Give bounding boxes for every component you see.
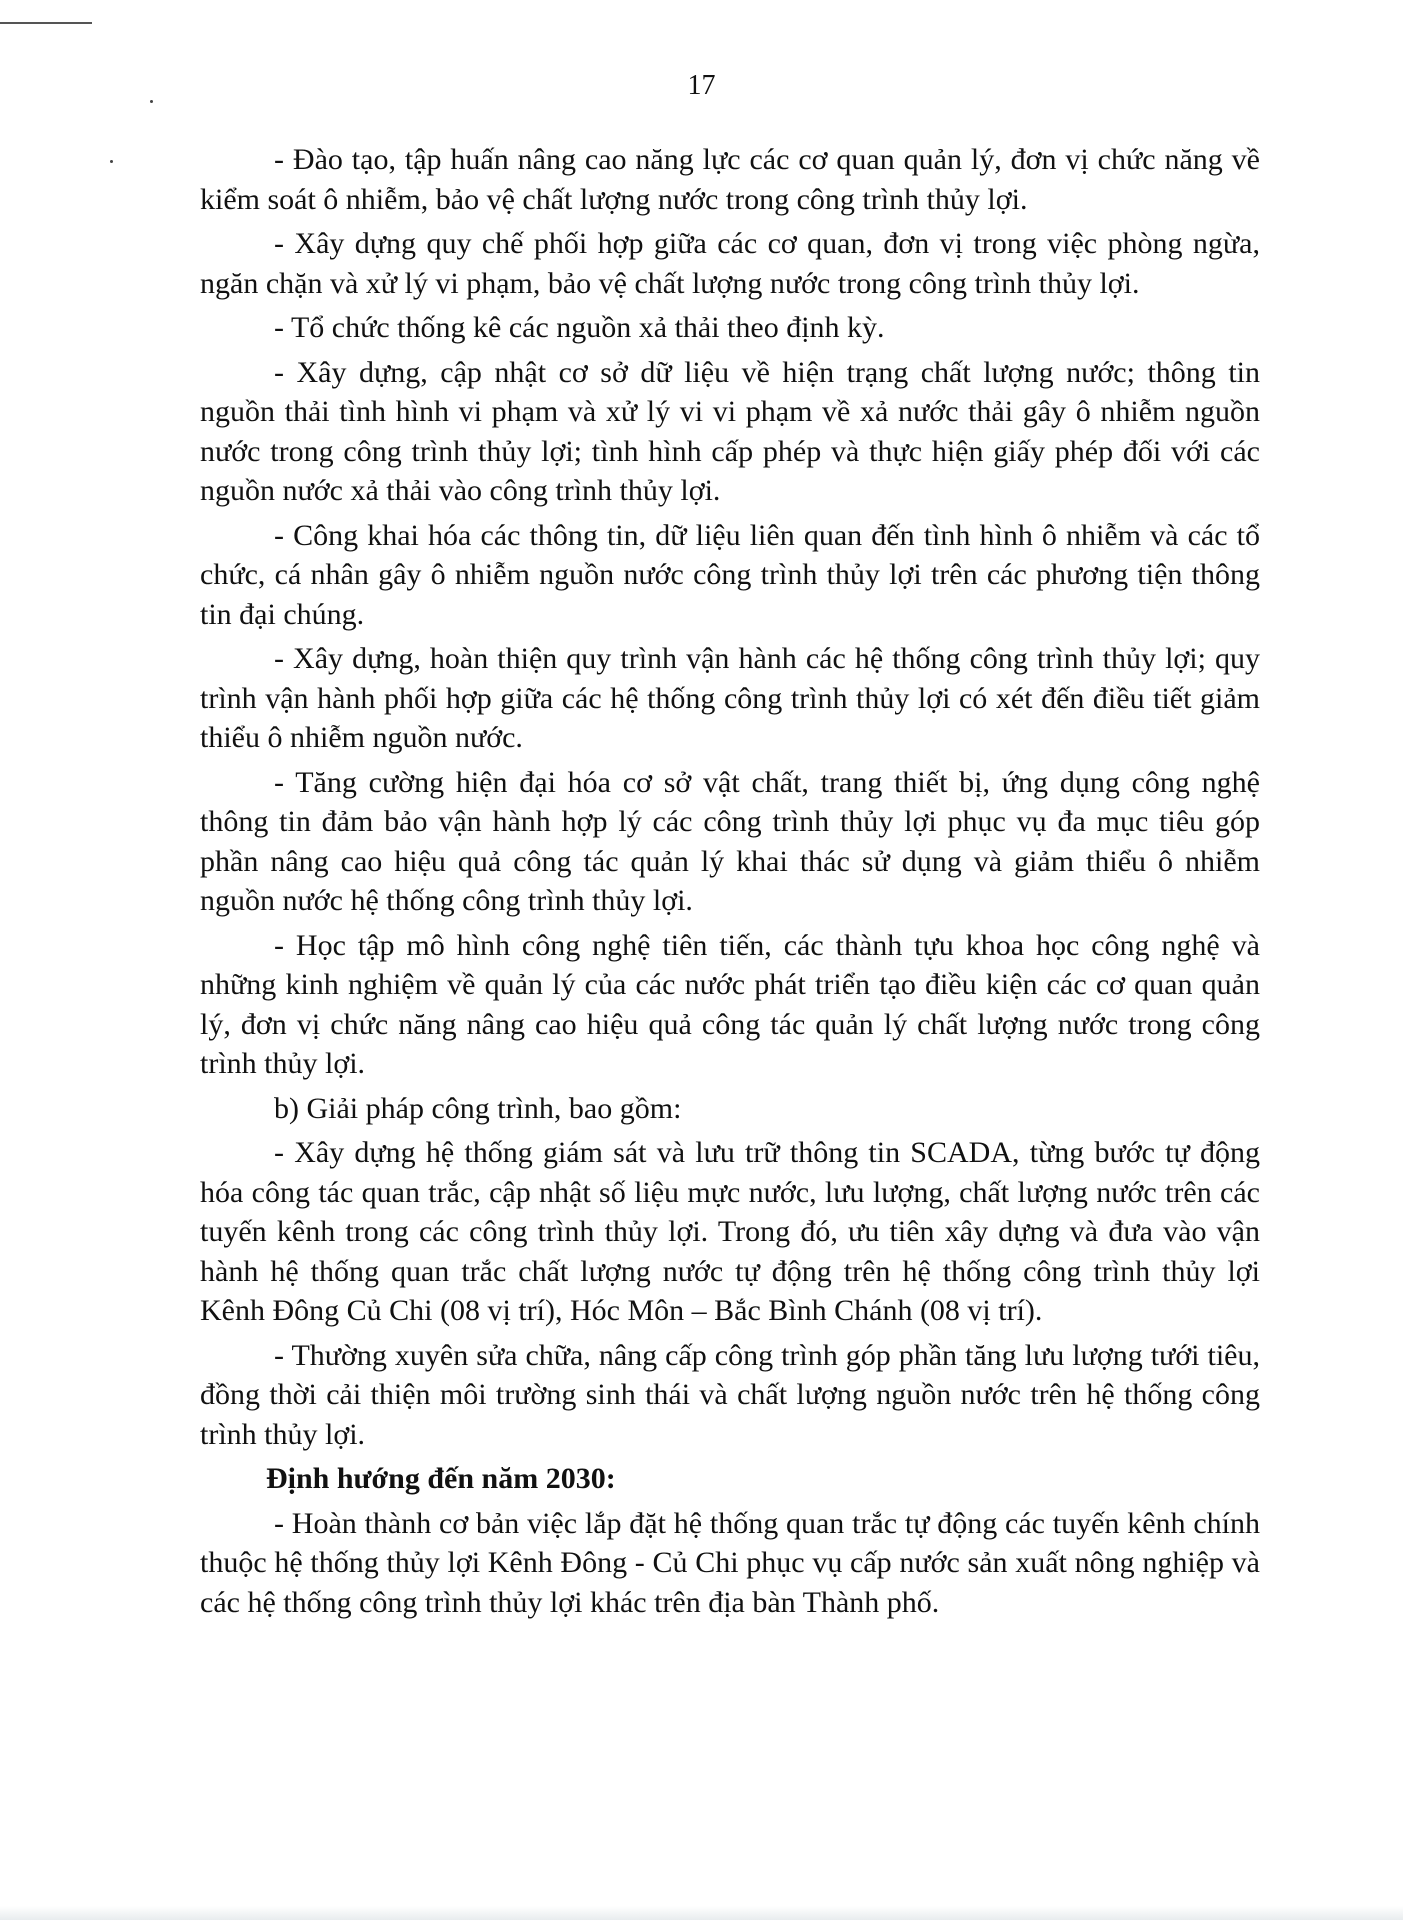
paragraph-operation-procedures: - Xây dựng, hoàn thiện quy trình vận hành các hệ thống công trình thủy lợi; quy trình vận hành phối hợp giữa các hệ thống công trình thủy lợi có xét đến điều tiết giảm thiểu ô nhiễm nguồn nước. <box>200 642 1260 754</box>
paragraph-orientation-2030: - Hoàn thành cơ bản việc lắp đặt hệ thống quan trắc tự động các tuyến kênh chính thuộc hệ thống thủy lợi Kênh Đông - Củ Chi phục vụ cấp nước sản xuất nông nghiệp và các hệ thống công trình thủy lợi khác trên địa bàn Thành phố. <box>200 1506 1260 1619</box>
paragraph-coordination-regulation: - Xây dựng quy chế phối hợp giữa các cơ quan, đơn vị trong việc phòng ngừa, ngăn chặn và xử lý vi phạm, bảo vệ chất lượng nước trong công trình thủy lợi. <box>200 227 1260 300</box>
scan-speck <box>110 160 113 163</box>
paragraph-discharge-statistics: - Tổ chức thống kê các nguồn xả thải theo định kỳ. <box>274 311 885 344</box>
paragraph-training: - Đào tạo, tập huấn nâng cao năng lực các cơ quan quản lý, đơn vị chức năng về kiểm soát ô nhiễm, bảo vệ chất lượng nước trong công trình thủy lợi. <box>200 143 1260 216</box>
heading-orientation-2030: Định hướng đến năm 2030: <box>266 1462 616 1495</box>
paragraph-public-disclosure: - Công khai hóa các thông tin, dữ liệu liên quan đến tình hình ô nhiễm và các tổ chức, cá nhân gây ô nhiễm nguồn nước công trình thủy lợi trên các phương tiện thông tin đại chúng. <box>200 518 1260 631</box>
document-body <box>200 140 1260 1627</box>
paragraph-database-update: - Xây dựng, cập nhật cơ sở dữ liệu về hiện trạng chất lượng nước; thông tin nguồn thải tình hình vi phạm và xử lý vi vi phạm về xả nước thải gây ô nhiễm nguồn nước trong công trình thủy lợi; tình hình cấp phép và thực hiện giấy phép đối với các nguồn nước xả thải vào công trình thủy lợi. <box>200 355 1260 507</box>
scan-edge-line <box>0 22 92 24</box>
paragraph-scada-system: - Xây dựng hệ thống giám sát và lưu trữ thông tin SCADA, từng bước tự động hóa công tác quan trắc, cập nhật số liệu mực nước, lưu lượng, chất lượng nước trên các tuyến kênh trong các công trình thủy lợi. Trong đó, ưu tiên xây dựng và đưa vào vận hành hệ thống quan trắc chất lượng nước tự động trên hệ thống công trình thủy lợi Kênh Đông Củ Chi (08 vị trí), Hóc Môn – Bắc Bình Chánh (08 vị trí). <box>200 1136 1260 1327</box>
paragraph-repair-upgrade: - Thường xuyên sửa chữa, nâng cấp công trình góp phần tăng lưu lượng tưới tiêu, đồng thời cải thiện môi trường sinh thái và chất lượng nguồn nước trên hệ thống công trình thủy lợi. <box>200 1338 1260 1451</box>
paragraph-engineering-solutions: b) Giải pháp công trình, bao gồm: <box>274 1091 682 1125</box>
scan-bottom-edge <box>0 1906 1403 1920</box>
paragraph-learning-technology: - Học tập mô hình công nghệ tiên tiến, các thành tựu khoa học công nghệ và những kinh nghiệm về quản lý của các nước phát triển tạo điều kiện các cơ quan quản lý, đơn vị chức năng nâng cao hiệu quả công tác quản lý chất lượng nước trong công trình thủy lợi. <box>200 928 1260 1080</box>
paragraph-modernization: - Tăng cường hiện đại hóa cơ sở vật chất, trang thiết bị, ứng dụng công nghệ thông tin đảm bảo vận hành hợp lý các công trình thủy lợi phục vụ đa mục tiêu góp phần nâng cao hiệu quả công tác quản lý khai thác sử dụng và giảm thiểu ô nhiễm nguồn nước hệ thống công trình thủy lợi. <box>200 765 1260 917</box>
page-number: 17 <box>687 70 716 101</box>
